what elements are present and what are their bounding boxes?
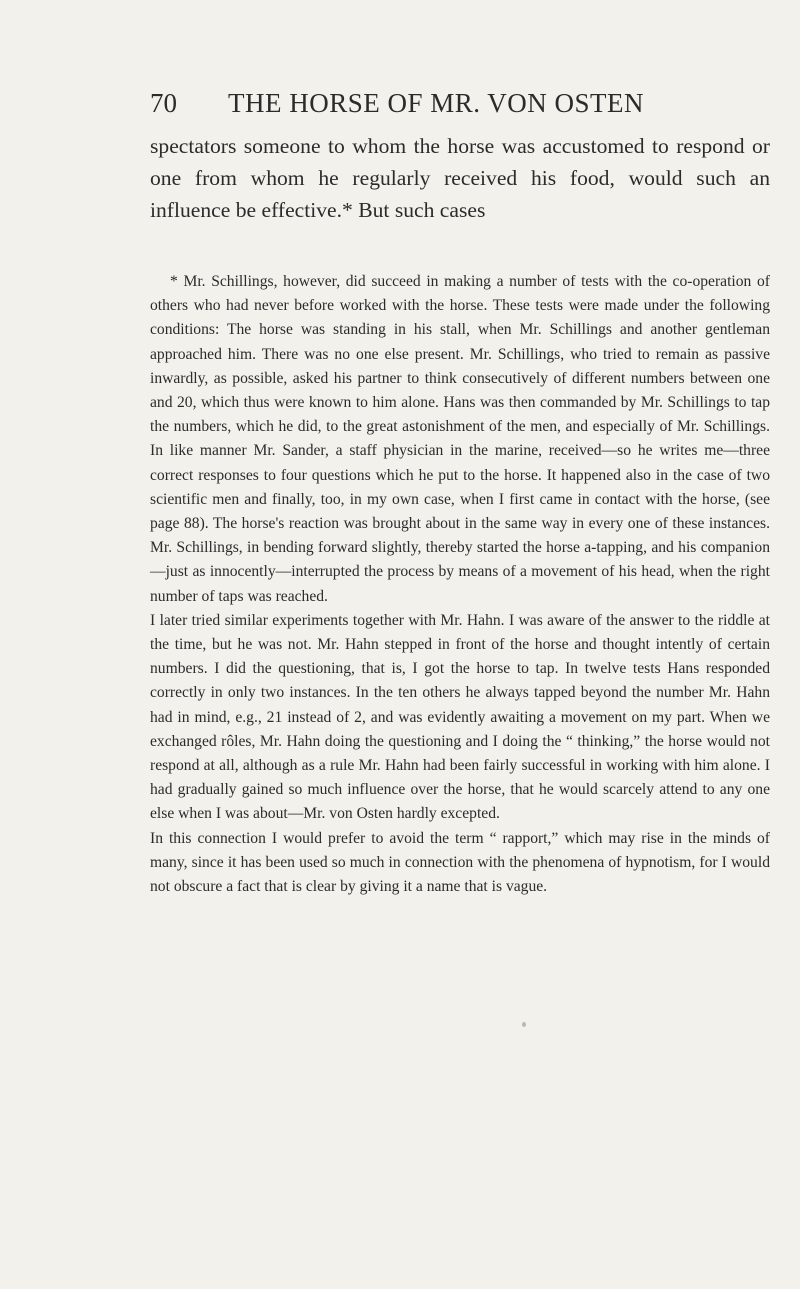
running-title: THE HORSE OF MR. VON OSTEN	[228, 88, 645, 118]
body-paragraph: spectators someone to whom the horse was accustomed to respond or one from whom he regularly received his food, would such an influence be effective.* But such cases	[150, 134, 770, 222]
footnote-paragraph-3: In this connection I would prefer to avoid the term “ rapport,” which may rise in the minds of many, since it has been used so much in connection with the phenomena of hypnotism, for I would not obscure a fact that is clear by giving it a name that is vague.	[150, 829, 770, 896]
footnote-paragraph-1: * Mr. Schillings, however, did succeed in making a number of tests with the co-operation of others who had never before worked with the horse. These tests were made under the following conditions: The horse was standing in his stall, when Mr. Schillings and another gentleman approached him. There was no one else present. Mr. Schillings, who tried to remain as passive inwardly, as possible, asked his partner to think consecutively of different numbers between one and 20, which thus were known to him alone. Hans was then commanded by Mr. Schillings to tap the numbers, which he did, to the great astonishment of the men, and especially of Mr. Schillings. In like manner Mr. Sander, a staff physician in the marine, received—so he writes me—three correct responses to four questions which he put to the horse. It happened also in the case of two scientific men and finally, too, in my own case, when I first came in contact with the horse, (see page 88). The horse's reaction was brought about in the same way in every one of these instances. Mr. Schillings, in bending forward slightly, thereby started the horse a-tapping, and his companion—just as innocently—interrupted the process by means of a movement of his head, when the right number of taps was reached.	[150, 273, 770, 605]
footnote-paragraph-2: I later tried similar experiments together with Mr. Hahn. I was aware of the answer to the riddle at the time, but he was not. Mr. Hahn stepped in front of the horse and thought intently of certain numbers. I did the questioning, that is, I got the horse to tap. In twelve tests Hans responded correctly in only two instances. In the ten others he always tapped beyond the number Mr. Hahn had in mind, e.g., 21 instead of 2, and was evidently awaiting a movement on my part. When we exchanged rôles, Mr. Hahn doing the questioning and I doing the “ thinking,” the horse would not respond at all, although as a rule Mr. Hahn had been fairly successful in working with him alone. I had gradually gained so much influence over the horse, that he would scarcely attend to any one else when I was about—Mr. von Osten hardly excepted.	[150, 611, 770, 823]
page-header	[150, 88, 710, 119]
footnote	[150, 270, 770, 899]
page-number: 70	[150, 88, 177, 118]
paper-blemish	[522, 1022, 526, 1027]
main-text	[150, 130, 770, 226]
